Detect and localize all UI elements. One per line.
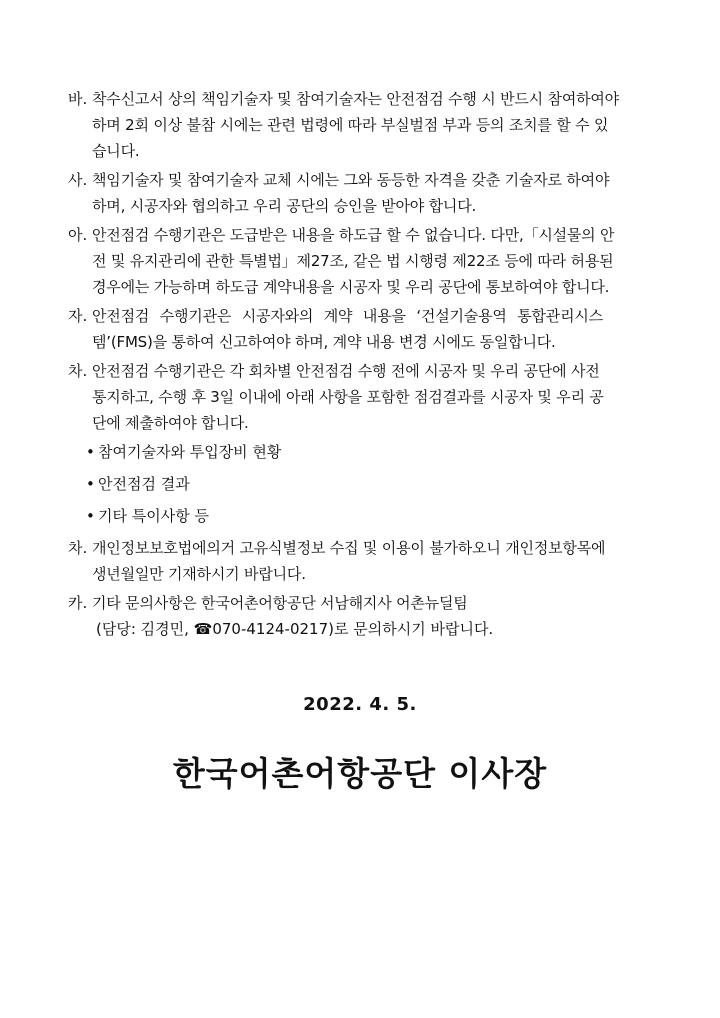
bullet-dot-icon: •: [86, 475, 95, 493]
notice-item-ba: [68, 86, 674, 164]
contact-info: (담당: 김경민, ☎070-4124-0217)로 문의하시기 바랍니다.: [96, 620, 494, 638]
item-line: 개인정보보호법에의거 고유식별정보 수집 및 이용이 불가하오니 개인정보항목에: [92, 539, 606, 557]
notice-item-sa: [68, 167, 674, 219]
notice-item-ka: [68, 590, 674, 616]
item-line: 안전점검 수행기관은 도급받은 내용을 하도급 할 수 없습니다. 다만,「시설물의 안: [92, 226, 615, 244]
item-marker: 카.: [68, 594, 88, 612]
item-marker: 아.: [68, 226, 88, 244]
item-line: 기타 문의사항은 한국어촌어항공단 서남해지사 어촌뉴딜팀: [92, 594, 468, 612]
notice-items: [68, 86, 674, 642]
notice-item-cha: [68, 358, 674, 436]
item-marker: 자.: [68, 307, 88, 325]
bullet-item: [86, 471, 674, 497]
item-line: 안전점검 수행기관은 시공자와의 계약 내용을 ‘건설기술용역 통합관리시스: [92, 307, 603, 325]
item-line: 경우에는 가능하며 하도급 계약내용을 시공자 및 우리 공단에 통보하여야 합니다.: [92, 278, 610, 296]
bullet-text: 기타 특이사항 등: [98, 507, 209, 525]
bullet-text: 안전점검 결과: [98, 475, 190, 493]
item-line: 생년월일만 기재하시기 바랍니다.: [92, 565, 306, 583]
bullet-item: [86, 503, 674, 529]
item-line: 단에 제출하여야 합니다.: [92, 414, 249, 432]
notice-item-a: [68, 222, 674, 300]
bullet-text: 참여기술자와 투입장비 현황: [98, 443, 282, 461]
item-line: 템’(FMS)을 통하여 신고하여야 하며, 계약 내용 변경 시에도 동일합니다.: [92, 333, 556, 351]
item-line: 안전점검 수행기관은 각 회차별 안전점검 수행 전에 시공자 및 우리 공단에 사전: [92, 362, 600, 380]
item-line: 하며 2회 이상 불참 시에는 관련 법령에 따라 부실벌점 부과 등의 조치를 할 수 있: [92, 116, 609, 134]
bullet-dot-icon: •: [86, 443, 95, 461]
item-marker: 차.: [68, 362, 88, 380]
item-line: 습니다.: [92, 142, 140, 160]
item-line: 착수신고서 상의 책임기술자 및 참여기술자는 안전점검 수행 시 반드시 참여하여야: [92, 90, 619, 108]
item-marker: 차.: [68, 539, 88, 557]
item-line: 책임기술자 및 참여기술자 교체 시에는 그와 동등한 자격을 갖춘 기술자로 하여야: [92, 171, 610, 189]
submission-bullets: [68, 439, 674, 529]
item-marker: 바.: [68, 90, 88, 108]
item-line: 하며, 시공자와 협의하고 우리 공단의 승인을 받아야 합니다.: [92, 197, 477, 215]
notice-item-ja: [68, 303, 674, 355]
item-line: 통지하고, 수행 후 3일 이내에 아래 사항을 포함한 점검결과를 시공자 및 우리 공: [92, 388, 604, 406]
item-line: 전 및 유지관리에 관한 특별법」제27조, 같은 법 시행령 제22조 등에 따라 허용된: [92, 252, 614, 270]
bullet-item: [86, 439, 674, 465]
document-date: 2022. 4. 5.: [303, 694, 417, 715]
item-marker: 사.: [68, 171, 88, 189]
issuer-signature: 한국어촌어항공단 이사장: [172, 754, 548, 793]
bullet-dot-icon: •: [86, 507, 95, 525]
notice-item-cha-privacy: [68, 535, 674, 587]
